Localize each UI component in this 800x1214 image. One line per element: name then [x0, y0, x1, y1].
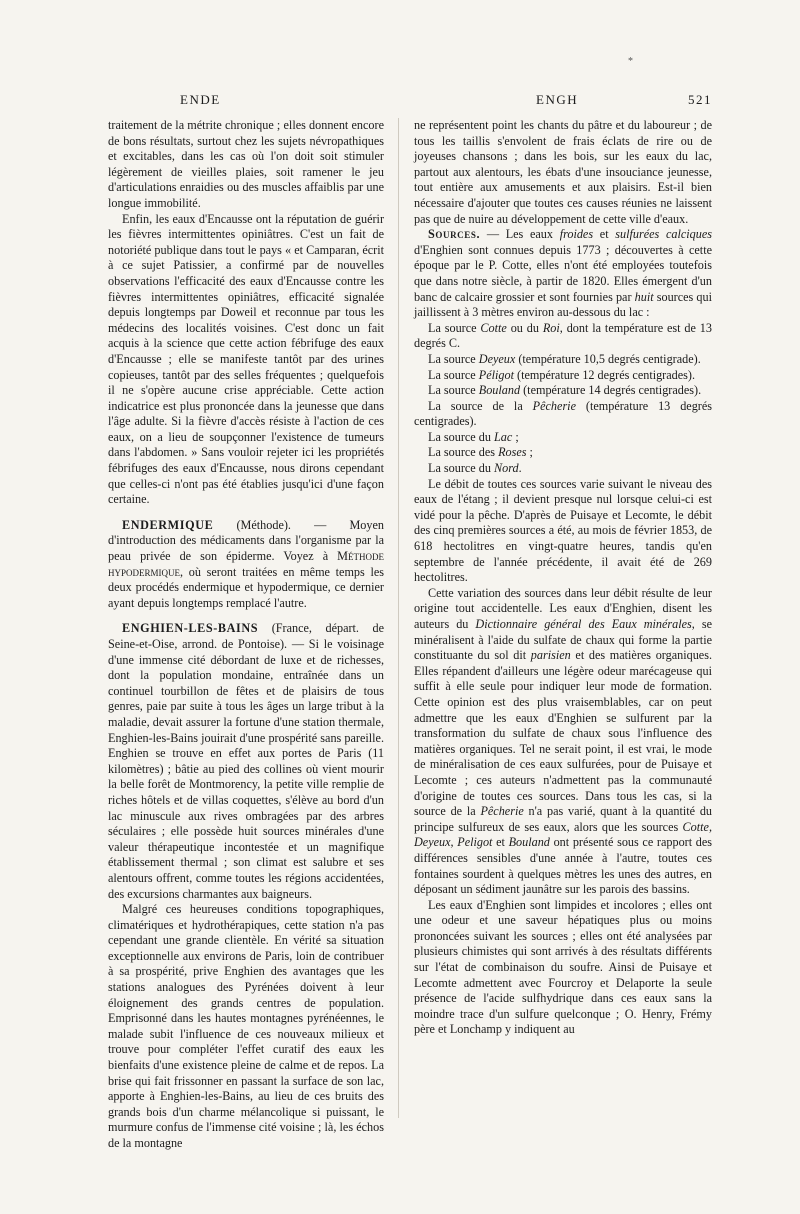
- header-left: ENDE: [180, 92, 221, 107]
- paragraph: Enfin, les eaux d'Encausse ont la réputation de guérir les fièvres intermittentes opiniâtres. C'est un fait de notoriété publique dans tout le pays « et Camparan, écrit à ce sujet Patissier, a confirmé par de nouvelles observations l'efficacité des eaux d'Encausse contre les fièvres intermittentes opiniâtres, efficacité signalée depuis longtemps par Doweil et reconnue par tous les médecins des localités voisines. C'est donc un fait acquis à la science que cette action fébrifuge des eaux d'Encausse ; elle se manifeste tantôt par des urines copieuses, tantôt par des selles fréquentes ; quelquefois il ne s'opère aucune crise appréciable. Cette action indicatrice est plus prononcée dans la jeunesse que dans l'âge adulte. Si la fièvre d'accès résiste à l'action de ces eaux, on a lieu de soupçonner l'existence de tumeurs dans l'abdomen. » Sans vouloir rejeter ici les propriétés fébrifuges des eaux d'Encausse, nous dirons cependant que celles-ci n'ont pas été établies jusqu'ici d'une façon certaine.: [108, 211, 384, 507]
- left-column: [108, 118, 384, 1150]
- entry-headword: ENDERMIQUE: [122, 517, 214, 532]
- running-header: [108, 92, 712, 110]
- paragraph: Les eaux d'Enghien sont limpides et incolores ; elles ont une odeur et une saveur hépatiques plus ou moins prononcées suivant les sources ; elles ont été analysées par plusieurs chimistes qui sont arrivés à des résultats différents sur l'état de combinaison du soufre. Ainsi de Puisaye et Lecomte admettent avec Fourcroy et Delaporte la seule présence de l'acide sulfhydrique dans ces eaux sans la moindre trace d'un sulfure quelconque ; O. Henry, Frémy père et Lonchamp y indiquent au: [414, 897, 712, 1037]
- source-item: La source du Nord.: [428, 461, 522, 476]
- source-item: La source Deyeux (température 10,5 degrés centigrade).: [428, 351, 701, 366]
- right-column: [414, 118, 712, 1138]
- source-item: La source Cotte ou du Roi, dont la température est de 13 degrés C.: [414, 320, 712, 351]
- entry-enghien: ENGHIEN-LES-BAINS (France, départ. de Seine-et-Oise, arrond. de Pontoise). — Si le voisinage d'une immense cité débordant de luxe et de richesses, dont la population mondaine, entraînée dans un continuel tourbillon de fêtes et de plaisirs de tous genres, paie par suite à tous les âges un large tribut à la maladie, devait assurer la fortune d'une station thermale, Enghien-les-Bains jouirait d'une prospérité sans pareille. Enghien se trouve en effet aux portes de Paris (11 kilomètres) ; bâtie au pied des collines où vient mourir la belle forêt de Montmorency, la petite ville remplie de riches hôtels et de villas coquettes, s'élève au bord d'un lac minuscule aux rives ombragées par des arbres séculaires ; elle possède huit sources minérales d'une valeur thérapeutique incontestée et un magnifique établissement thermal ; son climat est salubre et ses alentours offrent, comme toutes les régions accidentées, des excursions charmantes aux baigneurs.: [108, 621, 384, 901]
- source-item: La source du Lac ;: [428, 429, 519, 444]
- sources-paragraph: Sources. — Les eaux froides et sulfurées calciques d'Enghien sont connues depuis 1773 ; découvertes à cette époque par le P. Cotte, elles n'ont été employées toutefois que dans notre siècle, à partir de 1820. Elles émergent d'un banc de calcaire grossier et sont fournies par huit sources qui jaillissent à 3 mètres environ au-dessous du lac :: [414, 227, 712, 320]
- cross-reference: Méthode hypodermique: [108, 549, 384, 579]
- paragraph: traitement de la métrite chronique ; elles donnent encore de bons résultats, surtout chez les sujets névropathiques et excitables, dans les cas où l'on doit soit stimuler légèrement de vieilles plaies, soit ramener le jeu d'articulations enraidies ou des muscles affaiblis par une longue immobilité.: [108, 118, 384, 210]
- page-number: 521: [688, 92, 712, 107]
- paragraph: Malgré ces heureuses conditions topographiques, climatériques et hydrothérapiques, cette station n'a pas cependant une grande clientèle. En vérité sa situation exceptionnelle aux environs de Paris, loin de contribuer à sa prospérité, prive Enghien des avantages que les stations analogues des Pyrénées doivent à leur éloignement des grands centres de population. Emprisonné dans les hautes montagnes pyrénéennes, le malade subit l'influence de ces nouveaux milieux et trouve pour compléter l'effet curatif des eaux les bienfaits d'une existence pleine de calme et de repos. La brise qui fait frissonner en passant la surface de son lac, apporte à Enghien-les-Bains, au lieu de ces bruits des grands bois d'un charme mélancolique si puissant, le murmure confus de l'immense cité voisine ; là, les échos de la montagne: [108, 902, 384, 1150]
- entry-endermique: ENDERMIQUE (Méthode). — Moyen d'introduction des médicaments dans l'organisme par la peau privée de son épiderme. Voyez à Méthode hypodermique, où seront traitées en même temps les deux procédés endermique et hypodermique, ce dernier ayant depuis longtemps remplacé l'autre.: [108, 517, 384, 610]
- header-center: ENGH: [536, 92, 579, 107]
- entry-headword: ENGHIEN-LES-BAINS: [122, 621, 259, 636]
- paragraph: ne représentent point les chants du pâtre et du laboureur ; de tous les taillis s'envolent de frais éclats de rire ou de joyeuses chansons ; dans les bois, sur les eaux du lac, partout aux alentours, les ébats d'une insouciance jeunesse, tout entière aux amusements et aux plaisirs. Est-il bien nécessaire d'ajouter que toutes ces causes réunies ne laissent pas que de nuire au développement de cette ville d'eaux.: [414, 118, 712, 226]
- source-item: La source des Roses ;: [428, 445, 533, 460]
- source-item: La source Péligot (température 12 degrés centigrades).: [428, 367, 696, 382]
- paragraph: Le débit de toutes ces sources varie suivant le niveau des eaux de l'étang ; il devient presque nul lorsque celui-ci est vidé pour la pêche. D'après de Puisaye et Lecomte, le débit des cinq premières sources a été, au mois de février 1853, de 618 hectolitres en vingt-quatre heures, tandis qu'en septembre de l'année précédente, il avait été de 269 hectolitres.: [414, 476, 712, 585]
- section-heading: Sources.: [428, 227, 481, 242]
- column-divider: [398, 118, 399, 1118]
- source-item: La source Bouland (température 14 degrés centigrades).: [428, 383, 702, 398]
- source-item: La source de la Pêcherie (température 13 degrés centigrades).: [414, 398, 713, 429]
- paragraph: Cette variation des sources dans leur débit résulte de leur origine tout accidentelle. Les eaux d'Enghien, disent les auteurs du Dictionnaire général des Eaux minérales, se minéralisent à l'aide du sulfate de chaux qui forme la partie constituante du sol dit parisien et des matières organiques. Elles répandent d'ailleurs une légère odeur marécageuse qui suffit à elle seule pour indiquer leur mode de formation. Cette opinion est des plus vraisemblables, car on peut admettre que les eaux d'Enghien se sulfurent par la transformation du sulfate de chaux sous l'influence des matières organiques. Tel ne serait point, il est vrai, le mode de minéralisation de ces eaux sulfurées, pour de Puisaye et Lecomte ; ces auteurs n'admettent pas la communauté d'origine de toutes ces sources. Dans tous les cas, si la source de la Pêcherie n'a pas varié, quant à la quantité du principe sulfureux de ses eaux, alors que les sources Cotte, Deyeux, Peligot et Bouland ont présenté sous ce rapport des différences sensibles d'une année à l'autre, toutes ces fontaines sourdent à quelques mètres les unes des autres, en déposant un sédiment jaunâtre sur les parois des bassins.: [414, 585, 713, 897]
- corner-mark: *: [628, 56, 633, 67]
